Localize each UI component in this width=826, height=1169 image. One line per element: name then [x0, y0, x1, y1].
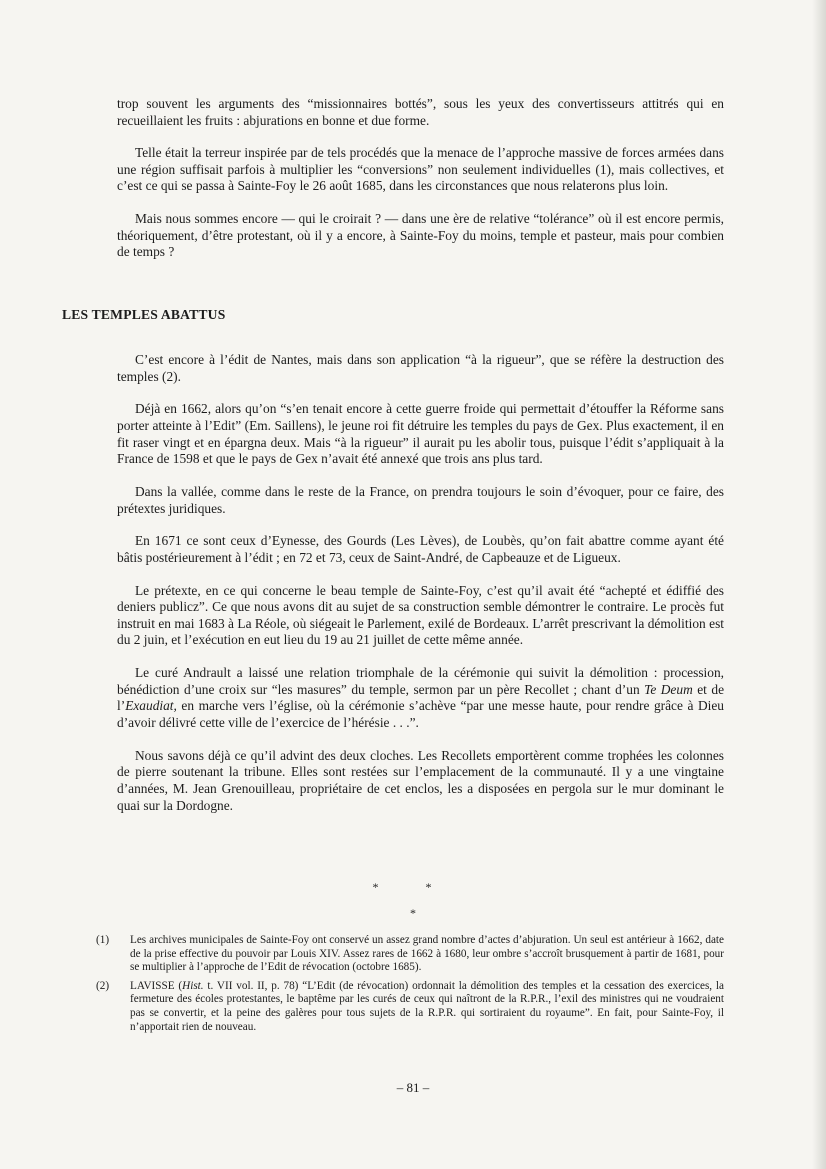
text-run: en marche vers l’église, où la cérémonie s’achève “par une messe haute, pour rendre grâce à Dieu d’avoir délivré cette ville de l’exercice de l’hérésie . . .”. — [117, 698, 724, 731]
section-heading: LES TEMPLES ABATTUS — [62, 307, 226, 322]
paragraph — [117, 665, 724, 731]
paragraph: Nous savons déjà ce qu’il advint des deux cloches. Les Recollets emportèrent comme trophées les colonnes de pierre soutenant la tribune. Elles sont restées sur l’emplacement de la communauté. Il y a une vingtaine d’années, M. Jean Grenouilleau, propriétaire de cet enclos, les a disposées en pergola sur le mur dominant le quai sur la Dordogne. — [117, 747, 724, 813]
footnote-ref-italic: Hist. — [182, 979, 204, 992]
paragraph: Mais nous sommes encore — qui le croirait ? — dans une ère de relative “tolérance” où il est encore permis, théoriquement, d’être protestant, où il y a encore, à Sainte-Foy du moins, temple et pasteur, mais pour combien de temps ? — [117, 210, 724, 260]
section-text — [117, 352, 724, 830]
footnotes — [96, 934, 724, 1039]
paragraph: Dans la vallée, comme dans le reste de la France, on prendra toujours le soin d’évoquer, pour ce faire, des prétextes juridiques. — [117, 483, 724, 516]
footnote-ref-open: ( — [174, 979, 183, 992]
paragraph: Le prétexte, en ce qui concerne le beau temple de Sainte-Foy, c’est qu’il avait été “achepté et édiffié des deniers publicz”. Ce que nous avons dit au sujet de sa construction semble démontrer le contraire. Le procès fut instruit en mai 1683 à La Réole, où siégeait le Parlement, exilé de Bordeaux. L’arrêt prescrivant la démolition est du 2 juin, et l’exécution en eut lieu du 19 au 21 juillet de cette même année. — [117, 582, 724, 648]
italic-title: Exaudiat, — [125, 698, 177, 714]
separator-top: * * — [372, 880, 454, 894]
footnote-text: “L’Edit (de révocation) ordonnait la démolition des temples et la cessation des exercices, la fermeture des écoles protestantes, le baptême par les curés de ceux qui naîtront de la R.P.R., l’exil des ministres qui ne voudraient pas se convertir, et la peine des galères pour tous sujets de la R.P.R. qui sortiraient du royaume”. En fait, pour Sainte-Foy, il n’apportait rien de nouveau. — [130, 979, 724, 1033]
footnote — [96, 934, 724, 975]
paragraph: En 1671 ce sont ceux d’Eynesse, des Gourds (Les Lèves), de Loubès, qu’on fait abattre comme ayant été bâtis postérieurement à l’édit ; en 72 et 73, ceux de Saint-André, de Capbeauze et de Ligueux. — [117, 533, 724, 565]
footnote-number: (1) — [96, 934, 110, 946]
intro-text — [117, 96, 724, 277]
paragraph: trop souvent les arguments des “missionnaires bottés”, sous les yeux des convertisseurs attitrés qui en recueillaient les fruits : abjurations en bonne et due forme. — [117, 96, 724, 128]
footnote-text: Les archives municipales de Sainte-Foy ont conservé un assez grand nombre d’actes d’abjuration. Un seul est antérieur à 1662, date de la prise effective du pouvoir par Louis XIV. Assez rares de 1662 à 1680, leur ombre s’accroît brusquement à partir de 1681, pour se multiplier à l’approche de l’Edit de révocation (octobre 1685). — [130, 934, 724, 974]
paragraph: C’est encore à l’édit de Nantes, mais dans son application “à la rigueur”, que se réfère la destruction des temples (2). — [117, 352, 724, 384]
text-run: et de l’ — [117, 681, 725, 714]
italic-title: Te Deum — [644, 681, 693, 697]
separator-bottom: * — [410, 906, 416, 920]
footnote-number: (2) — [96, 979, 110, 992]
text-run: Le curé Andrault a laissé une relation triomphale de la cérémonie qui suivit la démolition : procession, bénédiction d’une croix sur “les masures” du temple, sermon par un père Recollet ; chant d’un — [117, 665, 724, 697]
page-edge-shadow — [812, 0, 826, 1169]
paragraph: Déjà en 1662, alors qu’on “s’en tenait encore à cette guerre froide qui permettait d’étouffer la Réforme sans porter atteinte à l’Edit” (Em. Saillens), le jeune roi fit détruire les temples du pays de Gex. Plus exactement, il en fit raser vingt et en épargna deux. Mais “à la rigueur” il aurait pu les abolir tous, puisque l’édit s’appliquait à la France de 1598 et que le pays de Gex n’avait été annexé que trois ans plus tard. — [117, 401, 724, 467]
footnote — [96, 980, 724, 1034]
footnote-body — [130, 980, 724, 1034]
page-number: – 81 – — [396, 1080, 430, 1095]
footnote-author: LAVISSE — [130, 979, 175, 992]
paragraph: Telle était la terreur inspirée par de tels procédés que la menace de l’approche massive de forces armées dans une région suffisait parfois à multiplier les “conversions” non seulement individuelles (1), mais collectives, et c’est ce qui se passa à Sainte-Foy le 26 août 1685, dans les circonstances que nous relaterons plus loin. — [117, 145, 724, 194]
footnote-ref-rest: t. VII vol. II, p. 78) — [203, 979, 303, 992]
